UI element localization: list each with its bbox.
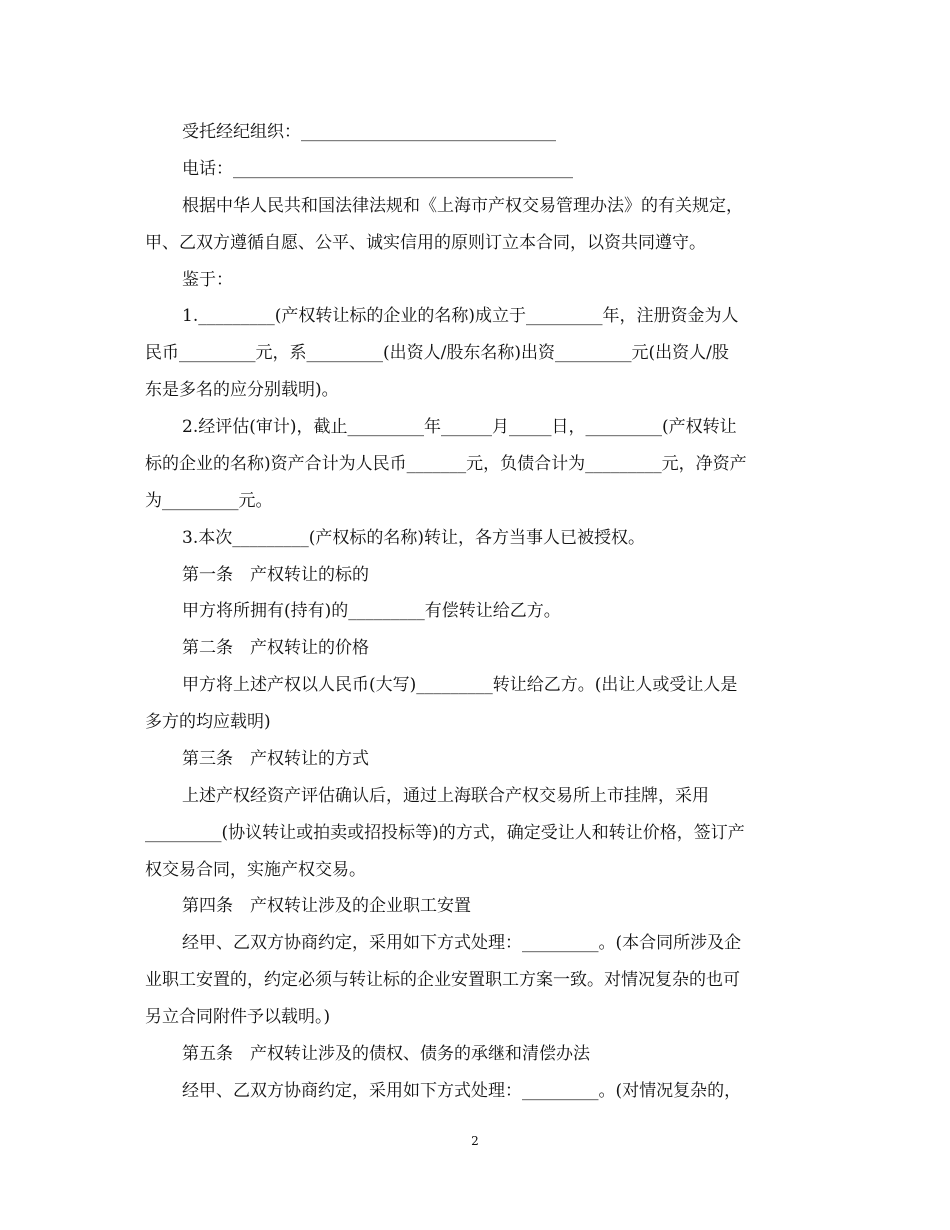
preamble-line-2: 甲、乙双方遵循自愿、公平、诚实信用的原则订立本合同，以资共同遵守。 [145,233,706,253]
clause-1-line-3: 东是多名的应分别载明)。 [145,380,339,400]
article-3-body-line-2: _________(协议转让或拍卖或招投标等)的方式，确定受让人和转让价格，签订产 [145,823,745,843]
clause-2-line-1: 2.经评估(审计)，截止_________年______月_____日，_________(产权转让 [182,417,737,437]
phone-line: 电话：________________________________________ [182,159,573,179]
preamble-line-1: 根据中华人民共和国法律法规和《上海市产权交易管理办法》的有关规定， [182,196,743,216]
clause-3-line-1: 3.本次_________(产权标的名称)转让，各方当事人已被授权。 [182,528,645,548]
article-5-body-line-1: 经甲、乙双方协商约定，采用如下方式处理：_________。(对情况复杂的， [182,1081,742,1101]
article-5-heading: 第五条 产权转让涉及的债权、债务的承继和清偿办法 [182,1044,590,1064]
entrusted-broker-line: 受托经纪组织：______________________________ [182,122,556,142]
article-1-heading: 第一条 产权转让的标的 [182,565,369,585]
article-3-heading: 第三条 产权转让的方式 [182,749,369,769]
clause-1-line-1: 1._________(产权转让标的企业的名称)成立于_________年，注册资金为人 [182,306,739,326]
article-2-body-line-2: 多方的均应载明) [145,712,271,732]
clause-1-line-2: 民币_________元，系_________(出资人/股东名称)出资_________元(出资人/股 [145,343,729,363]
clause-2-line-2: 标的企业的名称)资产合计为人民币_______元，负债合计为_________元，净资产 [145,454,747,474]
whereas-heading: 鉴于： [182,270,233,290]
page-number: 2 [471,1134,479,1148]
article-3-body-line-3: 权交易合同，实施产权交易。 [145,860,366,880]
article-3-body-line-1: 上述产权经资产评估确认后，通过上海联合产权交易所上市挂牌，采用 [182,786,709,806]
article-4-body-line-3: 另立合同附件予以载明。) [145,1007,331,1027]
article-2-heading: 第二条 产权转让的价格 [182,638,369,658]
article-4-body-line-2: 业职工安置的，约定必须与转让标的企业安置职工方案一致。对情况复杂的也可 [145,970,740,990]
article-2-body-line-1: 甲方将上述产权以人民币(大写)_________转让给乙方。(出让人或受让人是 [182,675,738,695]
clause-2-line-3: 为_________元。 [145,491,273,511]
article-1-body: 甲方将所拥有(持有)的_________有偿转让给乙方。 [182,601,561,621]
article-4-heading: 第四条 产权转让涉及的企业职工安置 [182,896,471,916]
article-4-body-line-1: 经甲、乙双方协商约定，采用如下方式处理：_________。(本合同所涉及企 [182,933,742,953]
